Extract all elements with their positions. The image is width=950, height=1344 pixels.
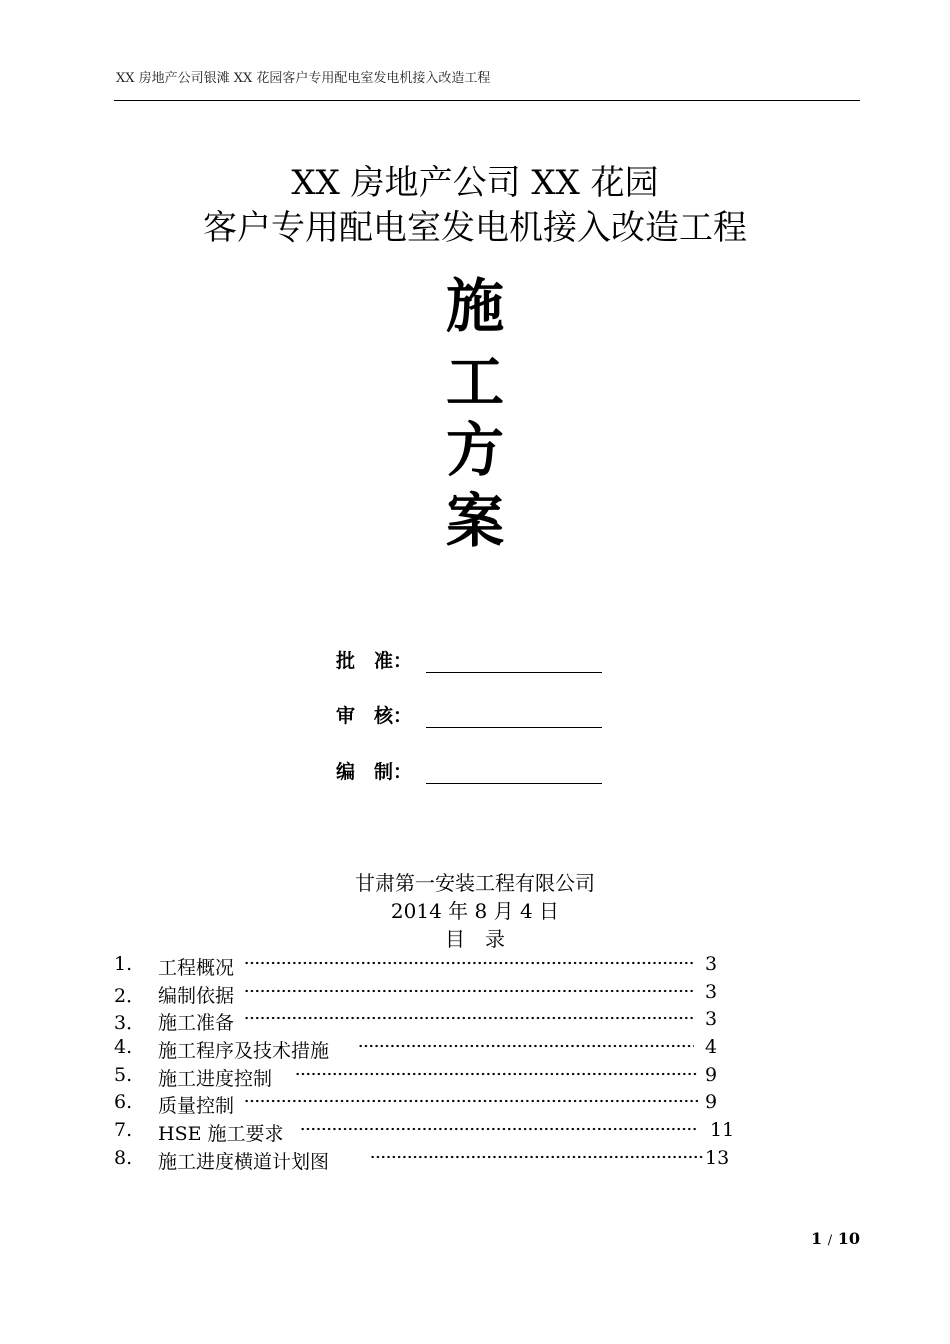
toc-leader-dots [244, 1016, 694, 1020]
toc-item-title: 施工进度横道计划图 [158, 1151, 330, 1173]
toc-item[interactable] [114, 981, 754, 1007]
toc-item-title: 施工进度控制 [158, 1068, 273, 1090]
page-total: 10 [837, 1229, 860, 1248]
toc-item-title: 工程概况 [158, 957, 235, 979]
toc-item-title: HSE 施工要求 [158, 1123, 284, 1145]
toc-leader-dots [244, 989, 694, 993]
toc-item-title: 施工准备 [158, 1012, 235, 1034]
toc-item-number: 4. [114, 1036, 133, 1058]
toc-leader-dots [370, 1155, 704, 1159]
header-rule [114, 100, 860, 101]
signature-blank-line [426, 707, 602, 728]
toc-item[interactable] [114, 1008, 754, 1034]
signature-blank-line [426, 652, 602, 673]
running-header-title: XX 房地产公司银滩 XX 花园客户专用配电室发电机接入改造工程 [116, 71, 491, 86]
toc-item[interactable] [114, 953, 754, 979]
signature-approve [336, 646, 602, 673]
signature-label: 编 制： [336, 761, 413, 783]
toc-item-page: 13 [705, 1147, 730, 1169]
signature-review [336, 701, 602, 728]
toc-heading: 目 录 [445, 927, 505, 951]
doc-type-char-4: 案 [445, 487, 504, 555]
doc-type-char-3: 方 [445, 416, 504, 484]
toc-item-number: 6. [114, 1091, 133, 1113]
page-current: 1 [811, 1229, 823, 1248]
toc-item[interactable] [114, 1036, 754, 1062]
page-separator: / [827, 1233, 833, 1248]
signature-compile [336, 757, 602, 784]
toc-item[interactable] [114, 1119, 754, 1145]
toc-item-number: 7. [114, 1119, 133, 1141]
toc-item-number: 8. [114, 1147, 133, 1169]
toc-item-number: 5. [114, 1064, 133, 1086]
toc-item[interactable] [114, 1064, 754, 1090]
doc-type-char-2: 工 [445, 348, 504, 416]
toc-item-title: 施工程序及技术措施 [158, 1040, 330, 1062]
project-title-line1: XX 房地产公司 XX 花园 [291, 163, 659, 203]
toc-item-number: 2． [114, 985, 146, 1007]
toc-leader-dots [295, 1072, 699, 1076]
toc-item[interactable] [114, 1147, 754, 1173]
toc-leader-dots [244, 961, 694, 965]
toc-item-page: 4 [705, 1036, 718, 1058]
toc-item-title: 编制依据 [158, 985, 235, 1007]
toc-item-page: 9 [705, 1091, 718, 1113]
toc-leader-dots [244, 1099, 699, 1103]
toc-item-page: 3 [705, 981, 718, 1003]
doc-type-char-1: 施 [445, 272, 504, 340]
signature-label: 批 准： [336, 650, 413, 672]
toc-item-page: 3 [705, 1008, 718, 1030]
project-title-line2: 客户专用配电室发电机接入改造工程 [203, 208, 747, 248]
toc-leader-dots [300, 1127, 698, 1131]
toc-item-number: 3． [114, 1012, 146, 1034]
toc-item-number: 1. [114, 953, 133, 975]
toc-item-page: 11 [710, 1119, 735, 1141]
signature-blank-line [426, 763, 602, 784]
document-date: 2014 年 8 月 4 日 [390, 899, 560, 923]
toc-item-title: 质量控制 [158, 1095, 235, 1117]
toc-leader-dots [358, 1044, 694, 1048]
signature-label: 审 核： [336, 705, 413, 727]
company-name: 甘肃第一安装工程有限公司 [355, 871, 595, 895]
toc-item-page: 3 [705, 953, 718, 975]
toc-item[interactable] [114, 1091, 754, 1117]
page-number [811, 1229, 860, 1248]
toc-item-page: 9 [705, 1064, 718, 1086]
